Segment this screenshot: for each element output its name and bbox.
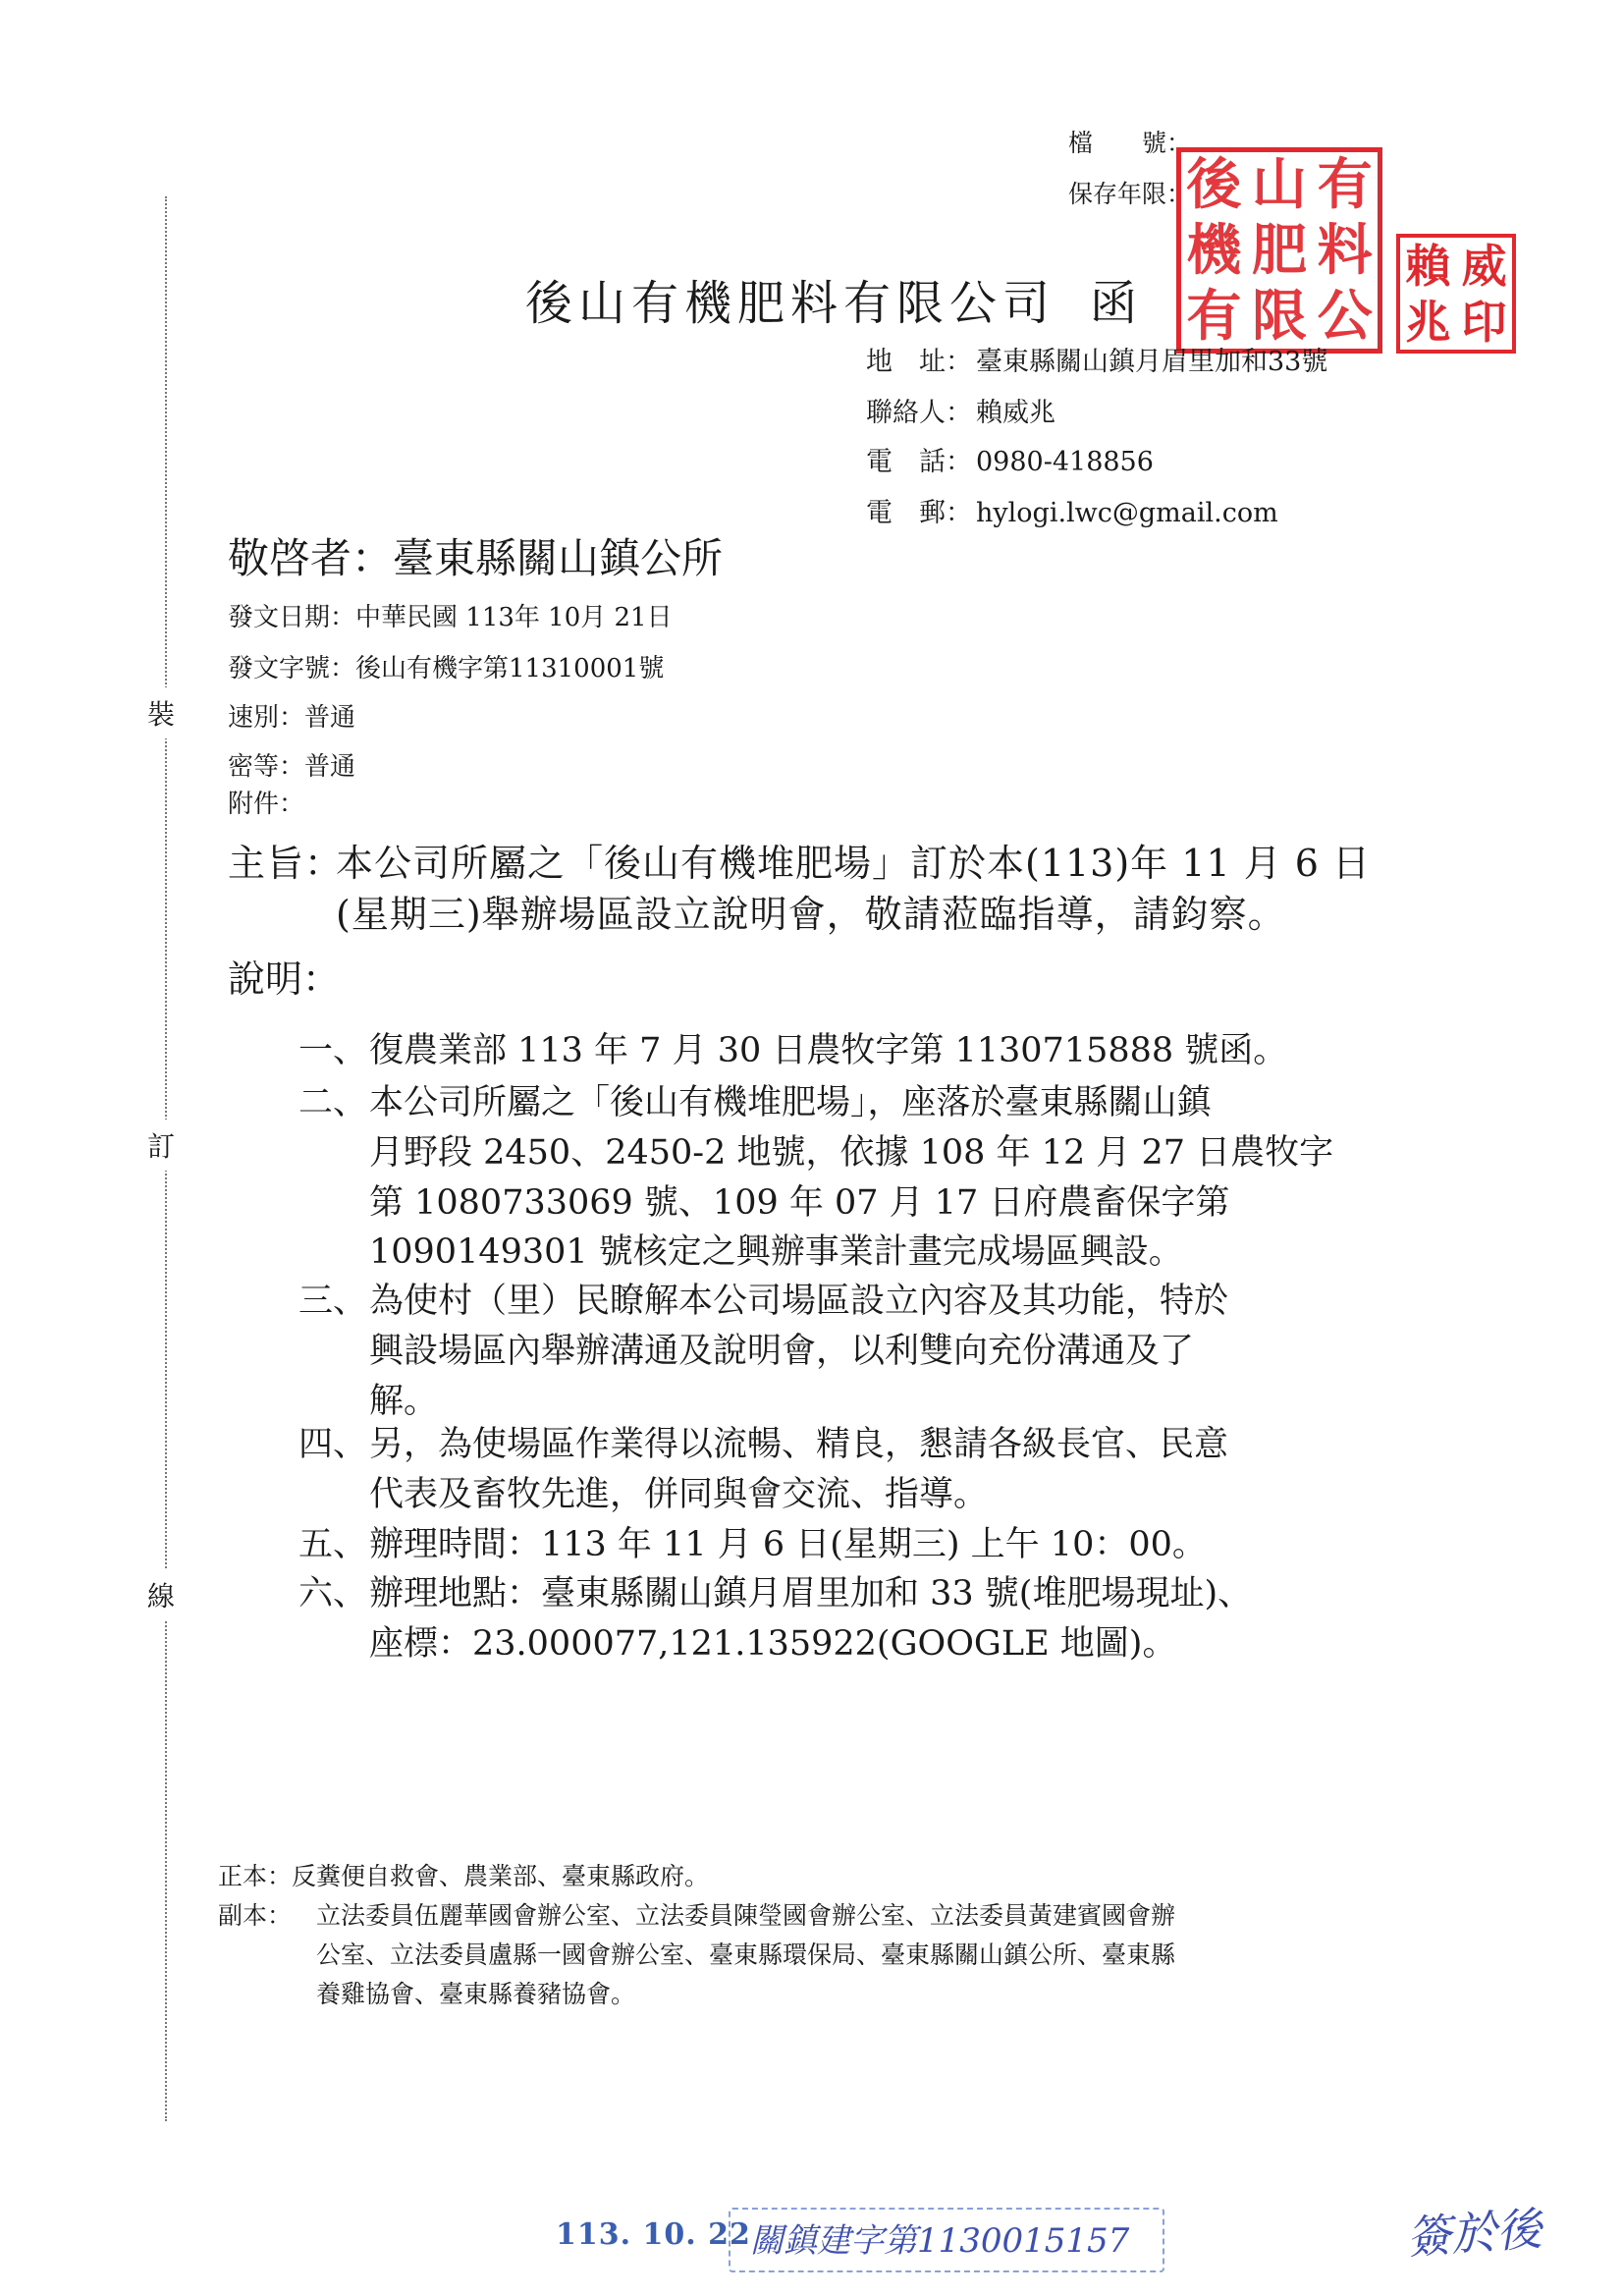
explanation-item-6: 六、 辦理地點：臺東縣關山鎮月眉里加和 33 號(堆肥場現址)、 座標：23.000077,121.135922(GOOGLE 地圖)。: [298, 1574, 1253, 1664]
company-seal: 後 山 有 機 肥 料 有 限 公: [1176, 147, 1382, 354]
file-number-label: 檔 號：: [1068, 129, 1192, 157]
attachments: 附件：: [228, 790, 305, 819]
subject-line-2: (星期三)舉辦場區設立說明會，敬請蒞臨指導，請鈞察。: [336, 893, 1286, 936]
distribution-original: 正本：反糞便自救會、農業部、臺東縣政府。: [218, 1862, 710, 1890]
distribution-copy-line-2: 公室、立法委員盧縣一國會辦公室、臺東縣環保局、臺東縣關山鎮公所、臺東縣: [316, 1941, 1176, 1969]
contact-address: 地 址： 臺東縣關山鎮月眉里加和33號: [866, 347, 1328, 377]
binding-mark-xian: 線: [147, 1569, 175, 1620]
company-name: 後山有機肥料有限公司: [525, 276, 1056, 331]
receipt-number: 關鎮建字第1130015157: [750, 2221, 1130, 2261]
explanation-item-3: 三、 為使村（里）民瞭解本公司場區設立內容及其功能，特於 興設場區內舉辦溝通及說明會，以利雙向充份溝通及了 解。: [298, 1282, 1229, 1421]
handwritten-note: 簽於後: [1404, 2202, 1543, 2265]
doc-type: 函: [1090, 276, 1144, 331]
recipient: 敬啓者：臺東縣關山鎮公所: [228, 534, 724, 582]
security-class: 密等：普通: [228, 752, 356, 782]
explanation-item-4: 四、 另，為使場區作業得以流暢、精良，懇請各級長官、民意 代表及畜牧先進，併同與會交流、指導。: [298, 1425, 1229, 1514]
issue-date: 發文日期：中華民國 113年 10月 21日: [228, 603, 673, 632]
distribution-copy-line-1: 立法委員伍麗華國會辦公室、立法委員陳瑩國會辦公室、立法委員黃建賓國會辦: [316, 1901, 1176, 1930]
explanation-item-1: 一、 復農業部 113 年 7 月 30 日農牧字第 1130715888 號函。: [298, 1031, 1288, 1070]
retention-label: 保存年限：: [1068, 180, 1192, 208]
distribution-copy-label: 副本：: [218, 1901, 293, 1930]
explanation-item-2: 二、 本公司所屬之「後山有機堆肥場」，座落於臺東縣關山鎮 月野段 2450、2450-2 地號，依據 108 年 12 月 27 日農牧字 第 1080733069 號、109 年 07 月 17 日府農畜保字第 1090149301 號核定之興辦事業計畫完成場區興設。: [298, 1083, 1334, 1273]
owner-seal: 賴 威 兆 印: [1396, 234, 1516, 354]
issue-number: 發文字號：後山有機字第11310001號: [228, 654, 665, 683]
subject-label: 主旨：: [228, 842, 344, 885]
receipt-date: 113. 10. 22: [556, 2217, 751, 2252]
speed-class: 速別：普通: [228, 703, 356, 733]
binding-mark-ding: 訂: [147, 1120, 175, 1171]
explanation-heading: 說明：: [228, 957, 341, 1001]
contact-person: 聯絡人： 賴威兆: [866, 398, 1055, 428]
binding-mark-zhuang: 裝: [147, 687, 175, 738]
contact-phone: 電 話： 0980-418856: [866, 447, 1154, 477]
subject-line-1: 本公司所屬之「後山有機堆肥場」訂於本(113)年 11 月 6 日: [336, 842, 1372, 885]
explanation-item-5: 五、 辦理時間：113 年 11 月 6 日(星期三) 上午 10：00。: [298, 1525, 1207, 1564]
distribution-copy-line-3: 養雞協會、臺東縣養豬協會。: [316, 1980, 636, 2008]
contact-email: 電 郵： hylogi.lwc@gmail.com: [866, 498, 1278, 528]
